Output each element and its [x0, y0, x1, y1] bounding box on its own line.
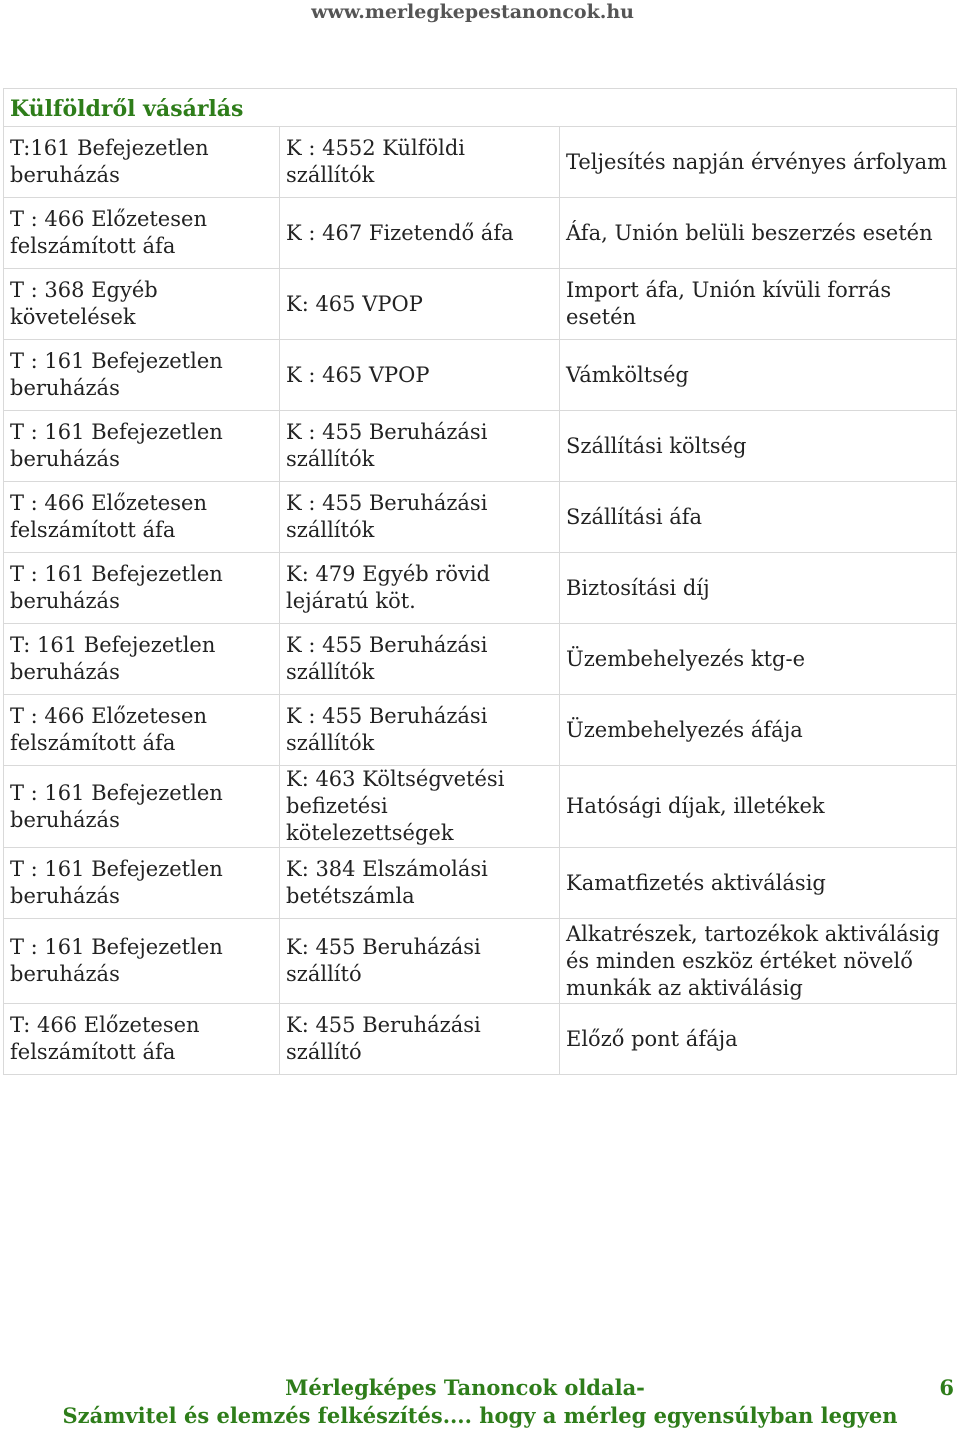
note-cell: Vámköltség [560, 340, 957, 411]
credit-cell: K: 384 Elszámolási betétszámla [280, 848, 560, 919]
note-cell: Teljesítés napján érvényes árfolyam [560, 127, 957, 198]
credit-cell: K: 455 Beruházási szállító [280, 1004, 560, 1075]
site-url[interactable]: www.merlegkepestanoncok.hu [311, 1, 634, 23]
debit-cell: T : 161 Befejezetlen beruházás [4, 553, 280, 624]
table-title: Külföldről vásárlás [4, 89, 957, 127]
credit-cell: K: 479 Egyéb rövid lejáratú köt. [280, 553, 560, 624]
note-cell: Üzembehelyezés áfája [560, 695, 957, 766]
credit-cell: K : 4552 Külföldi szállítók [280, 127, 560, 198]
debit-cell: T : 161 Befejezetlen beruházás [4, 848, 280, 919]
debit-cell: T : 161 Befejezetlen beruházás [4, 919, 280, 1004]
debit-cell: T : 161 Befejezetlen beruházás [4, 340, 280, 411]
credit-cell: K: 463 Költségvetési befizetési kötelezettségek [280, 766, 560, 848]
credit-cell: K : 465 VPOP [280, 340, 560, 411]
credit-cell: K : 455 Beruházási szállítók [280, 411, 560, 482]
credit-cell: K : 455 Beruházási szállítók [280, 482, 560, 553]
note-cell: Áfa, Unión belüli beszerzés esetén [560, 198, 957, 269]
note-cell: Üzembehelyezés ktg-e [560, 624, 957, 695]
credit-cell: K : 455 Beruházási szállítók [280, 695, 560, 766]
note-cell: Szállítási áfa [560, 482, 957, 553]
debit-cell: T : 161 Befejezetlen beruházás [4, 411, 280, 482]
note-cell: Biztosítási díj [560, 553, 957, 624]
debit-cell: T: 161 Befejezetlen beruházás [4, 624, 280, 695]
table-row [4, 766, 957, 848]
credit-cell: K: 455 Beruházási szállító [280, 919, 560, 1004]
debit-cell: T:161 Befejezetlen beruházás [4, 127, 280, 198]
debit-cell: T : 466 Előzetesen felszámított áfa [4, 198, 280, 269]
debit-cell: T : 161 Befejezetlen beruházás [4, 766, 280, 848]
table-row [4, 340, 957, 411]
note-cell: Kamatfizetés aktiválásig [560, 848, 957, 919]
debit-cell: T: 466 Előzetesen felszámított áfa [4, 1004, 280, 1075]
note-cell: Előző pont áfája [560, 1004, 957, 1075]
table-row [4, 919, 957, 1004]
booking-table [3, 88, 957, 1075]
table-row [4, 624, 957, 695]
footer-line-1: Mérlegképes Tanoncok oldala- [285, 1375, 645, 1400]
debit-cell: T : 466 Előzetesen felszámított áfa [4, 482, 280, 553]
footer-line-2: Számvitel és elemzés felkészítés.... hogy a mérleg egyensúlyban legyen [62, 1403, 898, 1428]
table-row [4, 1004, 957, 1075]
note-cell: Hatósági díjak, illetékek [560, 766, 957, 848]
note-cell: Import áfa, Unión kívüli forrás esetén [560, 269, 957, 340]
debit-cell: T : 466 Előzetesen felszámított áfa [4, 695, 280, 766]
table-row [4, 482, 957, 553]
debit-cell: T : 368 Egyéb követelések [4, 269, 280, 340]
table-row [4, 695, 957, 766]
credit-cell: K : 467 Fizetendő áfa [280, 198, 560, 269]
table-row [4, 198, 957, 269]
note-cell: Alkatrészek, tartozékok aktiválásig és minden eszköz értéket növelő munkák az aktiválásig [560, 919, 957, 1004]
table-row [4, 848, 957, 919]
credit-cell: K: 465 VPOP [280, 269, 560, 340]
table-row [4, 411, 957, 482]
credit-cell: K : 455 Beruházási szállítók [280, 624, 560, 695]
table-row [4, 269, 957, 340]
page-number: 6 [939, 1375, 954, 1400]
table-title-row [4, 89, 957, 127]
table-row [4, 127, 957, 198]
table-row [4, 553, 957, 624]
page-footer [0, 1374, 960, 1430]
note-cell: Szállítási költség [560, 411, 957, 482]
